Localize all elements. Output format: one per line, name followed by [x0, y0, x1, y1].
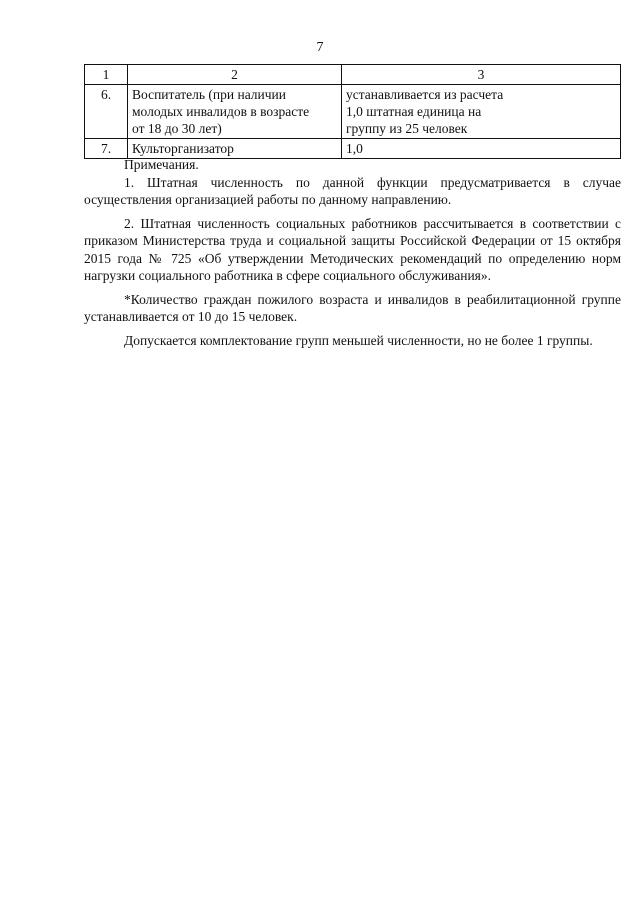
table-row [85, 85, 621, 139]
note-paragraph: 2. Штатная численность социальных работников рассчитывается в соответствии с приказом Министерства труда и социальной защиты Российской Федерации от 15 октября 2015 года № 725 «Об утверждении Методических рекомендаций по определению норм нагрузки социального работника в сфере социального обслуживания». [84, 215, 621, 283]
norm-cell [342, 85, 621, 139]
norm-line: 1,0 [346, 141, 363, 156]
staffing-table [84, 64, 621, 159]
notes-section [84, 156, 621, 349]
row-number: 7. [85, 139, 128, 159]
note-paragraph: Допускается комплектование групп меньшей численности, но не более 1 группы. [124, 332, 593, 348]
position-line: молодых инвалидов в возрасте [132, 104, 310, 119]
page-number: 7 [316, 40, 324, 55]
norm-line: устанавливается из расчета [346, 87, 504, 102]
table-header-cell: 2 [128, 65, 342, 85]
table-header-cell: 3 [342, 65, 621, 85]
position-line: от 18 до 30 лет) [132, 121, 222, 136]
norm-line: 1,0 штатная единица на [346, 104, 482, 119]
norm-line: группу из 25 человек [346, 121, 468, 136]
position-line: Культорганизатор [132, 141, 234, 156]
note-paragraph: 1. Штатная численность по данной функции предусматривается в случае осуществления организацией работы по данному направлению. [84, 174, 621, 207]
note-paragraph: *Количество граждан пожилого возраста и инвалидов в реабилитационной группе устанавливается от 10 до 15 человек. [84, 291, 621, 324]
notes-title: Примечания. [124, 157, 199, 172]
row-number: 6. [85, 85, 128, 139]
position-line: Воспитатель (при наличии [132, 87, 287, 102]
table-header-row [85, 65, 621, 85]
table-header-cell: 1 [85, 65, 128, 85]
position-cell [128, 85, 342, 139]
